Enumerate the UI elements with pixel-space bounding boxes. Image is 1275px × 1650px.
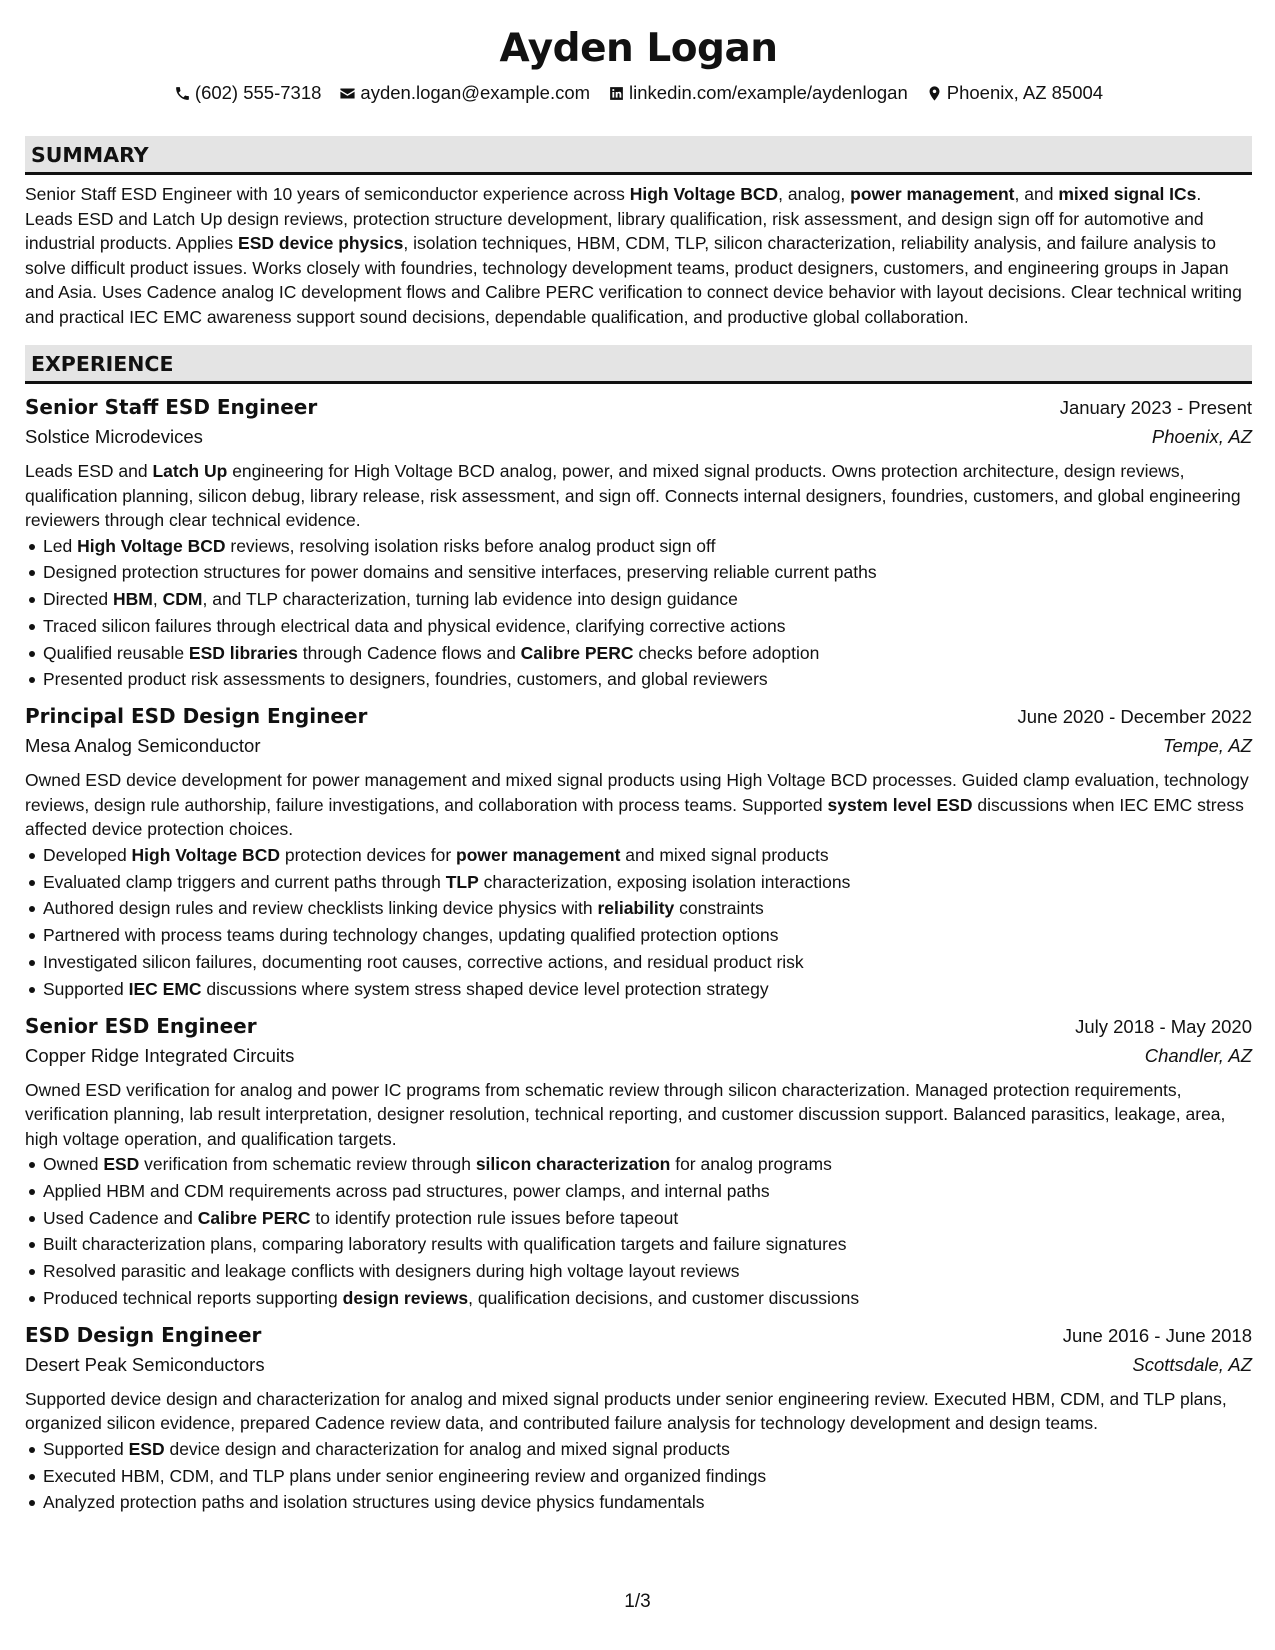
text-run: checks before adoption <box>633 642 820 663</box>
map-pin-icon <box>926 85 943 102</box>
bullet-item <box>43 949 1252 976</box>
bullet-item <box>43 1258 1252 1285</box>
bold-text: TLP <box>445 871 479 892</box>
text-run: Directed <box>43 589 114 610</box>
job-entry <box>25 1012 1252 1312</box>
job-title: Principal ESD Design Engineer <box>25 704 368 729</box>
job-header <box>25 393 1252 422</box>
job-entry <box>25 393 1252 693</box>
text-run: Supported device design and characterization for analog and mixed signal products under senior engineering review. Executed HBM, CDM, and TLP plans, organized silicon evidence, prepared Cadence review data, and contributed failure analysis for technology development and design teams. <box>25 1388 1227 1434</box>
bold-text: High Voltage BCD <box>629 184 779 204</box>
text-run: , analog, <box>778 184 851 204</box>
text-run: for analog programs <box>670 1154 832 1175</box>
text-run: Presented product risk assessments to designers, foundries, customers, and global reviewers <box>43 669 768 690</box>
job-subheader <box>25 423 1252 451</box>
text-run: , <box>152 589 163 610</box>
bold-text: CDM <box>162 589 203 610</box>
job-summary <box>25 768 1252 842</box>
experience-heading: EXPERIENCE <box>25 345 1252 384</box>
contact-email[interactable] <box>339 82 590 104</box>
contact-bar <box>25 82 1252 104</box>
text-run: Built characterization plans, comparing laboratory results with qualification targets and failure signatures <box>43 1234 847 1255</box>
contact-phone-text: (602) 555-7318 <box>194 82 322 103</box>
bullet-item <box>43 640 1252 667</box>
bold-text: ESD libraries <box>188 642 298 663</box>
bullet-item <box>43 1285 1252 1312</box>
bullet-item <box>43 1205 1252 1232</box>
bullet-item <box>43 1178 1252 1205</box>
bullet-item <box>43 1151 1252 1178</box>
bold-text: power management <box>456 844 621 865</box>
text-run: reviews, resolving isolation risks before analog product sign off <box>225 535 716 556</box>
text-run: Led <box>43 535 78 556</box>
text-run: Leads ESD and <box>25 461 153 481</box>
text-run: . Leads ESD and Latch Up design reviews, protection structure development, library qualification, risk assessment, and design sign off for automotive and industrial products. Applies <box>25 184 1204 253</box>
text-run: Authored design rules and review checklists linking device physics with <box>43 898 598 919</box>
job-location: Scottsdale, AZ <box>1132 1353 1252 1375</box>
job-bullets <box>25 533 1252 694</box>
text-run: Produced technical reports supporting <box>43 1288 343 1309</box>
text-run: Executed HBM, CDM, and TLP plans under senior engineering review and organized findings <box>43 1465 767 1486</box>
bold-text: Calibre PERC <box>197 1207 311 1228</box>
job-summary <box>25 1078 1252 1152</box>
contact-email-text: ayden.logan@example.com <box>360 82 591 103</box>
text-run: engineering for High Voltage BCD analog, power, and mixed signal products. Owns protection architecture, design reviews, qualification planning, silicon debug, library release, risk assessment, and sign off. Connects internal designers, foundries, customers, and global engineering reviewers through clear technical evidence. <box>25 461 1241 530</box>
job-summary <box>25 459 1252 533</box>
text-run: Designed protection structures for power domains and sensitive interfaces, preserving reliable current paths <box>43 562 877 583</box>
job-entry <box>25 1321 1252 1516</box>
job-subheader <box>25 1351 1252 1379</box>
bullet-item <box>43 869 1252 896</box>
job-dates: June 2020 - December 2022 <box>1017 706 1252 728</box>
text-run: Senior Staff ESD Engineer with 10 years of semiconductor experience across <box>25 184 630 204</box>
bullet-item <box>43 842 1252 869</box>
text-run: Resolved parasitic and leakage conflicts with designers during high voltage layout reviews <box>43 1261 740 1282</box>
job-dates: July 2018 - May 2020 <box>1075 1015 1252 1037</box>
bullet-item <box>43 666 1252 693</box>
bullet-item <box>43 533 1252 560</box>
job-company: Desert Peak Semiconductors <box>25 1353 265 1375</box>
job-company: Solstice Microdevices <box>25 426 203 447</box>
bullet-item <box>43 1463 1252 1490</box>
bullet-item <box>43 1489 1252 1516</box>
job-entry <box>25 702 1252 1002</box>
phone-icon <box>174 85 191 102</box>
job-bullets <box>25 1436 1252 1516</box>
text-run: Supported <box>43 1438 129 1459</box>
job-company: Copper Ridge Integrated Circuits <box>25 1044 295 1066</box>
page-number: 1/3 <box>624 1591 651 1612</box>
job-header <box>25 1321 1252 1350</box>
job-bullets <box>25 1151 1252 1312</box>
text-run: verification from schematic review through <box>139 1154 476 1175</box>
text-run: Used Cadence and <box>43 1207 198 1228</box>
bold-text: system level ESD <box>827 794 973 815</box>
text-run: Owned <box>43 1154 104 1175</box>
envelope-icon <box>339 85 356 102</box>
bold-text: mixed signal ICs <box>1058 184 1197 204</box>
job-company: Mesa Analog Semiconductor <box>25 735 261 757</box>
bullet-item <box>43 976 1252 1003</box>
bullet-item <box>43 1436 1252 1463</box>
text-run: discussions where system stress shaped device level protection strategy <box>201 978 769 999</box>
bold-text: ESD device physics <box>238 233 404 253</box>
job-header <box>25 702 1252 731</box>
job-title: Senior ESD Engineer <box>25 1013 257 1038</box>
text-run: constraints <box>674 898 764 919</box>
text-run: discussions when IEC EMC stress affected device protection choices. <box>25 794 1244 840</box>
text-run: characterization, exposing isolation interactions <box>478 871 851 892</box>
job-summary <box>25 1387 1252 1436</box>
job-location: Phoenix, AZ <box>1151 426 1252 447</box>
experience-list <box>25 393 1252 1516</box>
job-dates: June 2016 - June 2018 <box>1062 1324 1252 1346</box>
contact-location <box>926 82 1103 104</box>
summary-paragraph <box>25 182 1252 329</box>
text-run: Traced silicon failures through electrical data and physical evidence, clarifying corrective actions <box>43 615 786 636</box>
contact-location-text: Phoenix, AZ 85004 <box>946 82 1104 103</box>
text-run: Investigated silicon failures, documenting root causes, corrective actions, and residual product risk <box>43 951 804 972</box>
text-run: and mixed signal products <box>620 844 829 865</box>
text-run: Developed <box>43 844 132 865</box>
job-title: ESD Design Engineer <box>25 1322 262 1347</box>
text-run: , qualification decisions, and customer discussions <box>468 1288 860 1309</box>
bullet-item <box>43 1231 1252 1258</box>
contact-linkedin-text: linkedin.com/example/aydenlogan <box>629 82 908 103</box>
bullet-item <box>43 895 1252 922</box>
bold-text: silicon characterization <box>475 1154 671 1175</box>
candidate-name: Ayden Logan <box>499 26 778 71</box>
bold-text: High Voltage BCD <box>77 535 226 556</box>
text-run: through Cadence flows and <box>297 642 521 663</box>
text-run: Partnered with process teams during technology changes, updating qualified protection options <box>43 925 779 946</box>
bold-text: power management <box>850 184 1015 204</box>
bold-text: High Voltage BCD <box>131 844 280 865</box>
text-run: Evaluated clamp triggers and current paths through <box>43 871 446 892</box>
summary-heading: SUMMARY <box>25 136 1252 175</box>
text-run: Qualified reusable <box>43 642 189 663</box>
bold-text: Latch Up <box>152 461 228 481</box>
contact-phone[interactable] <box>174 82 322 104</box>
bold-text: HBM <box>113 589 153 610</box>
text-run: Supported <box>43 978 129 999</box>
job-subheader <box>25 1042 1252 1070</box>
resume-page <box>25 0 1252 1516</box>
linkedin-icon <box>608 85 625 102</box>
bold-text: design reviews <box>342 1288 469 1309</box>
job-dates: January 2023 - Present <box>1059 397 1252 418</box>
job-subheader <box>25 732 1252 760</box>
text-run: , and TLP characterization, turning lab evidence into design guidance <box>202 589 738 610</box>
text-run: device design and characterization for analog and mixed signal products <box>164 1438 730 1459</box>
job-title: Senior Staff ESD Engineer <box>25 395 318 419</box>
text-run: Owned ESD device development for power management and mixed signal products using High Voltage BCD processes. Guided clamp evaluation, technology reviews, design rule authorship, failure investigations, and collaboration with process teams. Supported <box>25 770 1249 815</box>
bold-text: Calibre PERC <box>520 642 634 663</box>
job-header <box>25 1012 1252 1041</box>
text-run: Applied HBM and CDM requirements across pad structures, power clamps, and internal paths <box>43 1180 770 1201</box>
job-location: Chandler, AZ <box>1144 1044 1252 1066</box>
bold-text: ESD <box>103 1154 140 1175</box>
text-run: Analyzed protection paths and isolation structures using device physics fundamentals <box>43 1492 705 1513</box>
text-run: Owned ESD verification for analog and power IC programs from schematic review through silicon characterization. Managed protection requirements, verification planning, lab result interpretation, designer resolution, technical reporting, and customer discussion support. Balanced parasitics, leakage, area, high voltage operation, and qualification targets. <box>25 1079 1226 1149</box>
job-location: Tempe, AZ <box>1162 735 1252 757</box>
bullet-item <box>43 559 1252 586</box>
bold-text: IEC EMC <box>128 978 202 999</box>
text-run: protection devices for <box>279 844 457 865</box>
bold-text: ESD <box>128 1438 165 1459</box>
job-bullets <box>25 842 1252 1003</box>
text-run: to identify protection rule issues before tapeout <box>310 1207 679 1228</box>
contact-linkedin[interactable] <box>608 82 908 104</box>
text-run: , isolation techniques, HBM, CDM, TLP, silicon characterization, reliability analysis, and failure analysis to solve difficult product issues. Works closely with foundries, technology development teams, product designers, customers, and engineering groups in Japan and Asia. Uses Cadence analog IC development flows and Calibre PERC verification to connect device behavior with layout decisions. Clear technical writing and practical IEC EMC awareness support sound decisions, dependable qualification, and productive global collaboration. <box>25 233 1242 327</box>
bullet-item <box>43 586 1252 613</box>
text-run: , and <box>1014 184 1059 204</box>
bold-text: reliability <box>597 898 675 919</box>
bullet-item <box>43 922 1252 949</box>
bullet-item <box>43 613 1252 640</box>
